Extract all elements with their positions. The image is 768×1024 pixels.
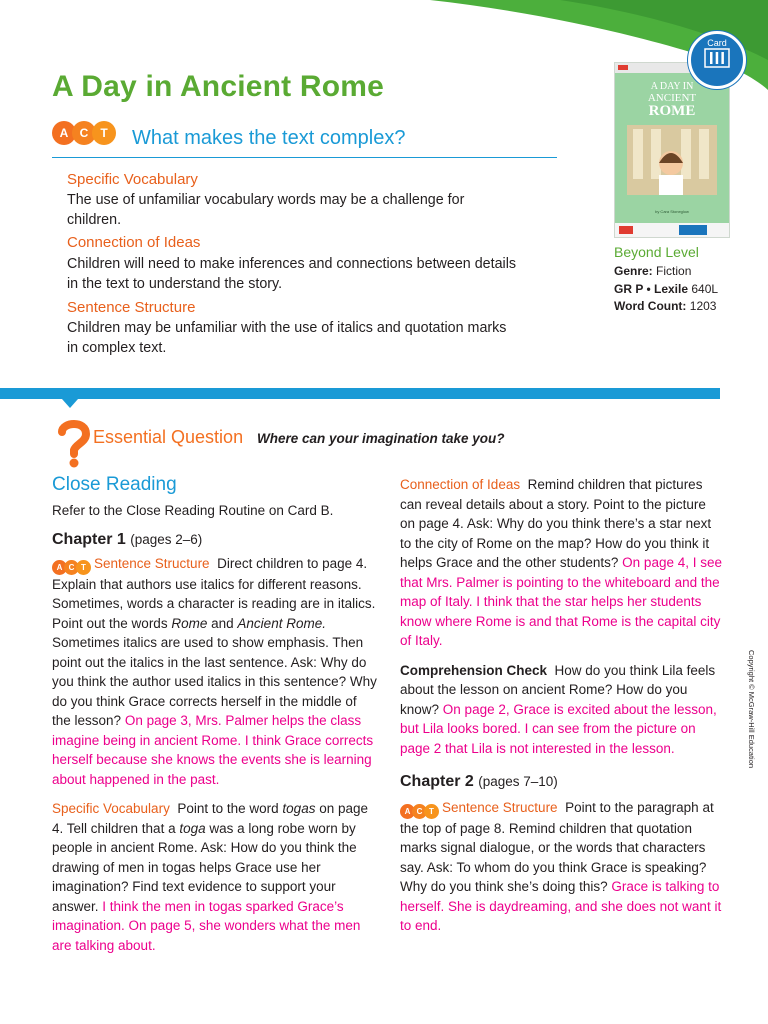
cc-text: How do you think Lila feels about the lesson on ancient Rome? How do you know? [400, 662, 716, 717]
act-badge-small [52, 560, 88, 575]
ss-italic-ancient: Ancient Rome. [237, 615, 326, 631]
essential-question-text: Where can your imagination take you? [257, 431, 505, 446]
sv-answer: I think the men in togas sparked Grace’s imagination. On page 5, she wonders what the men are talking about. [52, 898, 361, 953]
complexity-heading-structure: Sentence Structure [67, 299, 196, 316]
connection-ideas-paragraph [400, 475, 722, 651]
lexile-label: GR P • Lexile [614, 282, 689, 296]
act-badge-small-2 [400, 804, 436, 819]
close-reading-text: Refer to the Close Reading Routine on Card B. [52, 502, 334, 518]
act-small-t: T [76, 560, 91, 575]
ci-answer: On page 4, I see that Mrs. Palmer is pointing to the whiteboard and the map of Italy. I think that the star helps her students know where Rome is and that Rome is the capital city of Italy. [400, 555, 722, 648]
sv-italic-togas: togas [282, 801, 316, 816]
complexity-text-structure: Children may be unfamiliar with the use of italics and quotation marks in complex text. [67, 320, 507, 356]
level-label: Beyond Level [614, 244, 699, 260]
sv-text-c: was a long robe worn by people in ancient Rome. Ask: How do you think the drawing of men in togas helps Grace use her imagination? Find text evidence to support your answer. [52, 820, 357, 914]
close-reading-heading: Close Reading [52, 474, 177, 495]
page-title: A Day in Ancient Rome [52, 70, 385, 103]
question-mark-icon [54, 418, 94, 468]
sv-heading: Specific Vocabulary [52, 801, 170, 816]
lexile-value: 640L [691, 282, 719, 296]
chapter1-heading [52, 530, 377, 550]
cover-title-1: A DAY IN [650, 81, 694, 92]
act2-small-c: C [412, 804, 427, 819]
book-cover-art [615, 63, 729, 237]
ci-text: Remind children that pictures can reveal details about a story. Point to the picture on page 4. Ask: Why do you think there’s a star next to the city of Rome on the map? How do you think it helps Grace and the other students? [400, 477, 712, 570]
ss-heading: Sentence Structure [94, 555, 210, 571]
chapter2-pages: (pages 7–10) [478, 774, 558, 789]
chapter1-pages: (pages 2–6) [130, 532, 203, 547]
sentence-structure2-paragraph [400, 798, 722, 936]
sv-italic-toga: toga [179, 820, 206, 836]
complexity-text-ideas: Children will need to make inferences and connections between details in the text to understand the story. [67, 256, 517, 292]
ci-heading: Connection of Ideas [400, 477, 521, 492]
chapter2-heading [400, 772, 722, 792]
essential-question-label: Essential Question [93, 427, 244, 447]
act2-small-a: A [400, 804, 415, 819]
comprehension-check-paragraph [400, 661, 722, 759]
act-letter-a: A [52, 121, 76, 145]
complexity-heading-ideas: Connection of Ideas [67, 234, 201, 251]
cover-title-3: ROME [648, 103, 696, 119]
ss-italic-rome: Rome [171, 615, 208, 631]
wordcount-label: Word Count: [614, 299, 687, 313]
copyright-text: Copyright © McGraw-Hill Education [747, 650, 756, 769]
ss2-heading: Sentence Structure [442, 799, 558, 815]
chapter2-title: Chapter 2 [400, 773, 474, 790]
lexile-line [614, 282, 718, 296]
act-small-a: A [52, 560, 67, 575]
act-letter-c: C [72, 121, 96, 145]
card-roman-icon [704, 48, 730, 68]
sentence-structure-paragraph [52, 554, 377, 790]
cc-answer: On page 2, Grace is excited about the lesson, but Lila looks bored. I can see from the picture on page 2 that Lila is not interested in the lesson. [400, 701, 717, 756]
cover-title-2: ANCIENT [647, 92, 697, 104]
right-column [400, 475, 722, 946]
genre-label: Genre: [614, 264, 653, 278]
genre-line [614, 264, 691, 278]
specific-vocabulary-paragraph [52, 799, 377, 955]
cover-author: by Cara Stoneglow [655, 209, 689, 214]
section-band [0, 388, 720, 399]
section-band-notch [62, 399, 78, 408]
act2-small-t: T [424, 804, 439, 819]
divider-line [52, 157, 557, 158]
ss-answer: On page 3, Mrs. Palmer helps the class imagine being in ancient Rome. I think Grace corrects herself because she knows the events she is learning about happened in the past. [52, 713, 374, 787]
cc-heading: Comprehension Check [400, 662, 548, 678]
act-letter-t: T [92, 121, 116, 145]
chapter1-title: Chapter 1 [52, 531, 126, 548]
ss-and: and [211, 615, 234, 631]
ss-text-b: Sometimes italics are used to show emphasis. Then point out the italics in the last sentence. Ask: Why do you think the author used italics in this sentence? Why do you think Grace corrects herself in the middle of the lesson? [52, 635, 377, 728]
genre-value: Fiction [656, 264, 692, 278]
sv-text-b: on page 4. Tell children that a [52, 801, 369, 836]
act-badge [52, 121, 112, 145]
complexity-text-vocabulary: The use of unfamiliar vocabulary words may be a challenge for children. [67, 192, 465, 228]
ss2-text: Point to the paragraph at the top of page 8. Remind children that quotation marks signal dialogue, or the words that characters say. Ask: To whom do you think Grace is speaking? Why do you think she’s doing this? [400, 799, 714, 894]
copyright-notice [746, 650, 758, 790]
ss2-answer: Grace is talking to herself. She is daydreaming, and she does not want it to end. [400, 879, 722, 933]
complexity-heading-vocabulary: Specific Vocabulary [67, 171, 198, 188]
wordcount-line [614, 299, 716, 313]
left-column [52, 475, 377, 965]
complexity-question: What makes the text complex? [132, 127, 406, 149]
act-small-c: C [64, 560, 79, 575]
wordcount-value: 1203 [689, 299, 717, 313]
sv-text-a: Point to the word [177, 801, 279, 816]
card-badge [688, 31, 746, 89]
card-label: Card [707, 38, 727, 48]
ss-text-a: Direct children to page 4. Explain that authors use italics for different reasons. Sometimes, words a character is reading are in italics. Point out the words [52, 555, 376, 631]
